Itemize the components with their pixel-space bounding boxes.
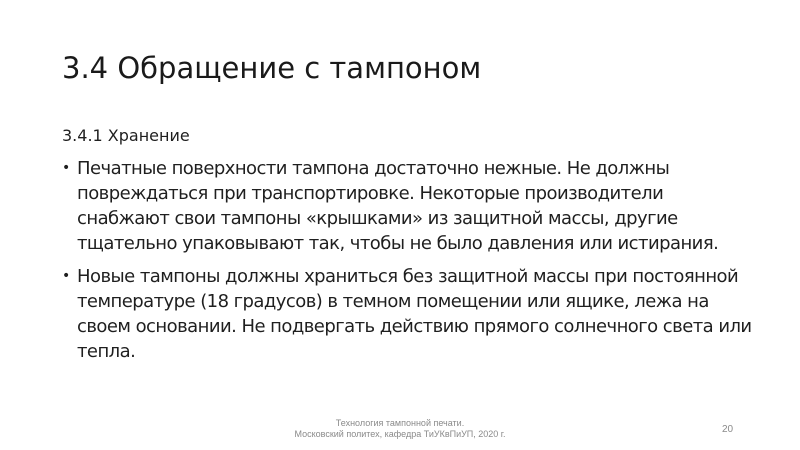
bullet-item: [62, 156, 752, 256]
footer-institution-line: Московский политех, кафедра ТиУКвПиУП, 2020 г.: [294, 429, 506, 439]
bullet-marker: •: [62, 268, 70, 284]
bullet-marker: •: [62, 160, 70, 176]
bullet-item: [62, 264, 752, 364]
page-number: 20: [722, 424, 734, 435]
slide-footer: [250, 418, 550, 440]
bullet-text: Новые тампоны должны храниться без защитной массы при постоянной температуре (18 градусов) в темном помещении или ящике, лежа на своем основании. Не подвергать действию прямого солнечного света или тепла.: [77, 266, 752, 362]
footer-course-line: Технология тампонной печати.: [335, 418, 465, 428]
bullet-text: Печатные поверхности тампона достаточно нежные. Не должны повреждаться при транспортировке. Некоторые производители снабжают свои тампоны «крышками» из защитной массы, другие тщательно упаковывают так, чтобы не было давления или истирания.: [77, 158, 719, 254]
slide-title: 3.4 Обращение с тампоном: [62, 51, 482, 85]
bullet-list: [62, 156, 752, 372]
section-subheading: 3.4.1 Хранение: [62, 126, 190, 145]
